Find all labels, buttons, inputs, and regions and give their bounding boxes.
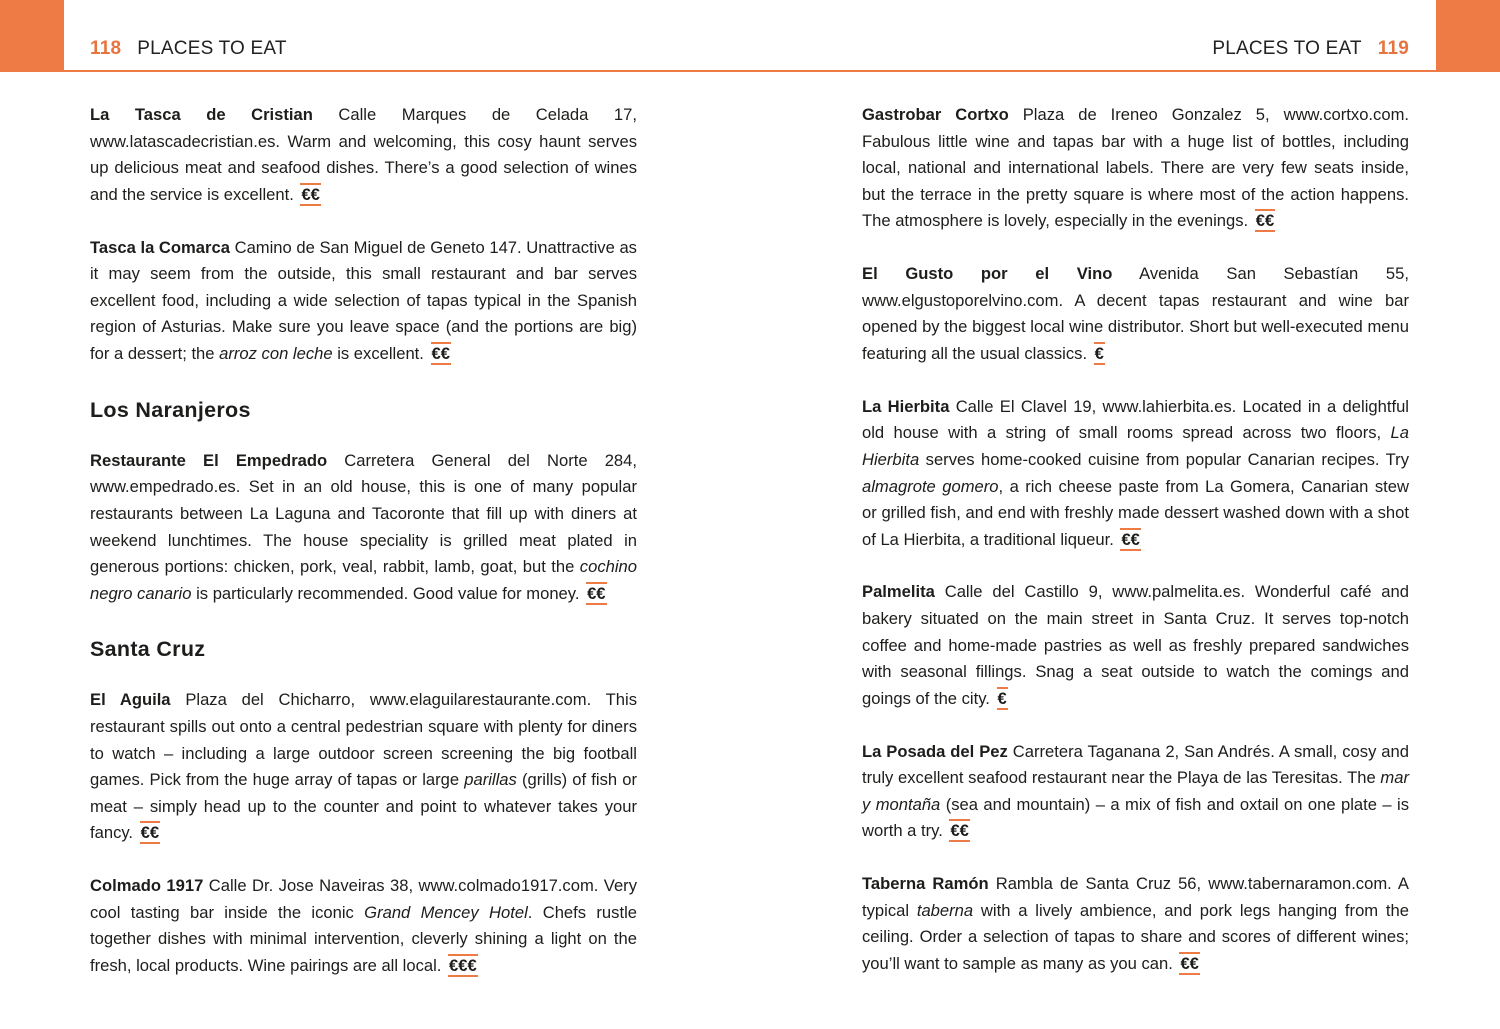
right-page-header: [1212, 37, 1409, 61]
price-rating: €€: [140, 823, 160, 843]
restaurant-description: Plaza de Ireneo Gonzalez 5, www.cortxo.com. Fabulous little wine and tapas bar with a huge list of bottles, including local, national and international labels. There are very few seats inside, but the terrace in the pretty square is where most of the action happens. The atmosphere is lovely, especially in the evenings.: [862, 105, 1409, 231]
restaurant-description: Carretera General del Norte 284, www.empedrado.es. Set in an old house, this is one of many popular restaurants between La Laguna and Tacoronte that fill up with diners at weekend lunchtimes. The house speciality is grilled meat plated in generous portions: chicken, pork, veal, rabbit, lamb, goat, but the: [90, 450, 637, 577]
dish-name: cochino negro canario: [90, 557, 637, 603]
price-rating: €: [1094, 343, 1104, 363]
restaurant-description-middle: serves home-cooked cuisine from popular Canarian recipes. Try: [919, 449, 1409, 469]
restaurant-entry-gastrobar-cortxo: [862, 102, 1409, 235]
price-rating: €€: [1255, 211, 1275, 231]
right-running-title: PLACES TO EAT: [1212, 38, 1362, 59]
restaurant-description: Avenida San Sebastían 55, www.elgustoporelvino.com. A decent tapas restaurant and wine bar opened by the biggest local wine distributor. Short but well-executed menu featuring all the usual classics.: [862, 264, 1409, 363]
restaurant-name: Taberna Ramón: [862, 874, 989, 894]
restaurant-name: La Hierbita: [862, 396, 950, 416]
restaurant-description: Plaza del Chicharro, www.elaguilarestaurante.com. This restaurant spills out onto a central pedestrian square with plenty for diners to watch – including a large outdoor screen screening the big football games. Pick from the huge array of tapas or large: [90, 690, 637, 790]
price-rating: €€: [1121, 529, 1140, 549]
restaurant-description: Calle El Clavel 19, www.lahierbita.es. Located in a delightful old house with a string of small rooms spread across two floors,: [862, 396, 1409, 443]
restaurant-name: La Posada del Pez: [862, 741, 1008, 761]
restaurant-description-end: . Chefs rustle together dishes with minimal intervention, cleverly shining a light on the fresh, local products. Wine pairings are all local.: [90, 902, 637, 975]
restaurant-description-end: (sea and mountain) – a mix of fish and oxtail on one plate – is worth a try.: [862, 794, 1409, 841]
restaurant-description-end: is excellent.: [332, 343, 429, 363]
restaurant-name: Tasca la Comarca: [90, 237, 230, 257]
price-rating: €€: [301, 184, 320, 204]
price-rating: €€: [431, 343, 450, 363]
restaurant-entry-colmado-1917: [90, 873, 637, 979]
restaurant-description: Calle del Castillo 9, www.palmelita.es. Wonderful café and bakery situated on the main street in Santa Cruz. It serves top-notch coffee and home-made pastries as well as freshly prepared sandwiches with seasonal fillings. Snag a seat outside to watch the comings and goings of the city.: [862, 582, 1409, 708]
restaurant-description: Rambla de Santa Cruz 56, www.tabernaramon.com. A typical: [862, 874, 1409, 920]
restaurant-entry-taberna-ramon: [862, 871, 1409, 977]
left-page-number: 118: [90, 38, 122, 59]
restaurant-description-end: (grills) of fish or meat – simply head up to the counter and point to whatever takes your fancy.: [90, 770, 637, 843]
restaurant-name: El Aguila: [90, 690, 171, 710]
restaurant-entry-el-aguila: [90, 687, 637, 847]
restaurant-description: Calle Dr. Jose Naveiras 38, www.colmado1917.com. Very cool tasting bar inside the iconic: [90, 876, 638, 922]
left-thumb-tab: [0, 0, 64, 70]
restaurant-description: Calle Marques de Celada 17, www.latascadecristian.es. Warm and welcoming, this cosy haunt serves up delicious meat and seafood dishes. There’s a good selection of wines and the service is excellent.: [90, 105, 637, 204]
dish-name: mar y montaña: [862, 768, 1409, 814]
restaurant-name: Palmelita: [862, 582, 935, 602]
restaurant-name: Colmado 1917: [90, 876, 204, 896]
restaurant-entry-palmelita: [862, 579, 1409, 712]
restaurant-name-italic: La Hierbita: [862, 423, 1409, 469]
left-page-column: [90, 102, 637, 1006]
dish-name: parillas: [464, 770, 517, 790]
price-rating: €€: [587, 583, 606, 603]
right-page-number: 119: [1377, 38, 1409, 59]
price-rating: €€: [950, 821, 969, 841]
right-thumb-tab: [1436, 0, 1500, 70]
restaurant-entry-tasca-la-comarca: [90, 235, 637, 368]
price-rating: €: [997, 688, 1007, 708]
price-rating: €€€: [449, 956, 477, 975]
price-rating: €€: [1180, 953, 1199, 973]
restaurant-entry-la-tasca-de-cristian: [90, 102, 637, 208]
restaurant-entry-restaurante-el-empedrado: [90, 448, 637, 608]
header-rule: [0, 70, 1500, 72]
dish-name: almagrote gomero: [862, 476, 999, 496]
restaurant-description-end: with a lively ambience, and pork legs hanging from the ceiling. Order a selection of tapas to share and scores of different wines; you’ll want to sample as many as you can.: [862, 900, 1409, 973]
restaurant-name: Restaurante El Empedrado: [90, 450, 328, 470]
restaurant-name: El Gusto por el Vino: [862, 264, 1113, 284]
restaurant-name: La Tasca de Cristian: [90, 105, 313, 124]
restaurant-description: Camino de San Miguel de Geneto 147. Unattractive as it may seem from the outside, this small restaurant and bar serves excellent food, including a wide selection of tapas typical in the Spanish region of Asturias. Make sure you leave space (and the portions are big) for a dessert; the: [90, 237, 637, 363]
restaurant-name: Gastrobar Cortxo: [862, 105, 1009, 124]
left-page-header: [90, 37, 287, 61]
restaurant-entry-el-gusto-por-el-vino: [862, 261, 1409, 367]
section-heading-los-naranjeros: Los Naranjeros: [90, 397, 251, 422]
restaurant-entry-la-hierbita: [862, 394, 1409, 554]
right-page-column: [862, 102, 1409, 1004]
hotel-name: Grand Mencey Hotel: [364, 902, 528, 922]
restaurant-description: Carretera Taganana 2, San Andrés. A small, cosy and truly excellent seafood restaurant near the Playa de las Teresitas. The: [862, 741, 1409, 788]
restaurant-description-end: , a rich cheese paste from La Gomera, Canarian stew or grilled fish, and end with freshly made dessert washed down with a shot of La Hierbita, a traditional liqueur.: [862, 476, 1409, 549]
left-running-title: PLACES TO EAT: [137, 38, 287, 59]
restaurant-entry-la-posada-del-pez: [862, 739, 1409, 845]
restaurant-description-end: is particularly recommended. Good value for money.: [191, 583, 585, 603]
section-heading-santa-cruz: Santa Cruz: [90, 637, 206, 662]
dish-name: arroz con leche: [219, 343, 333, 363]
venue-type: taberna: [916, 900, 974, 920]
